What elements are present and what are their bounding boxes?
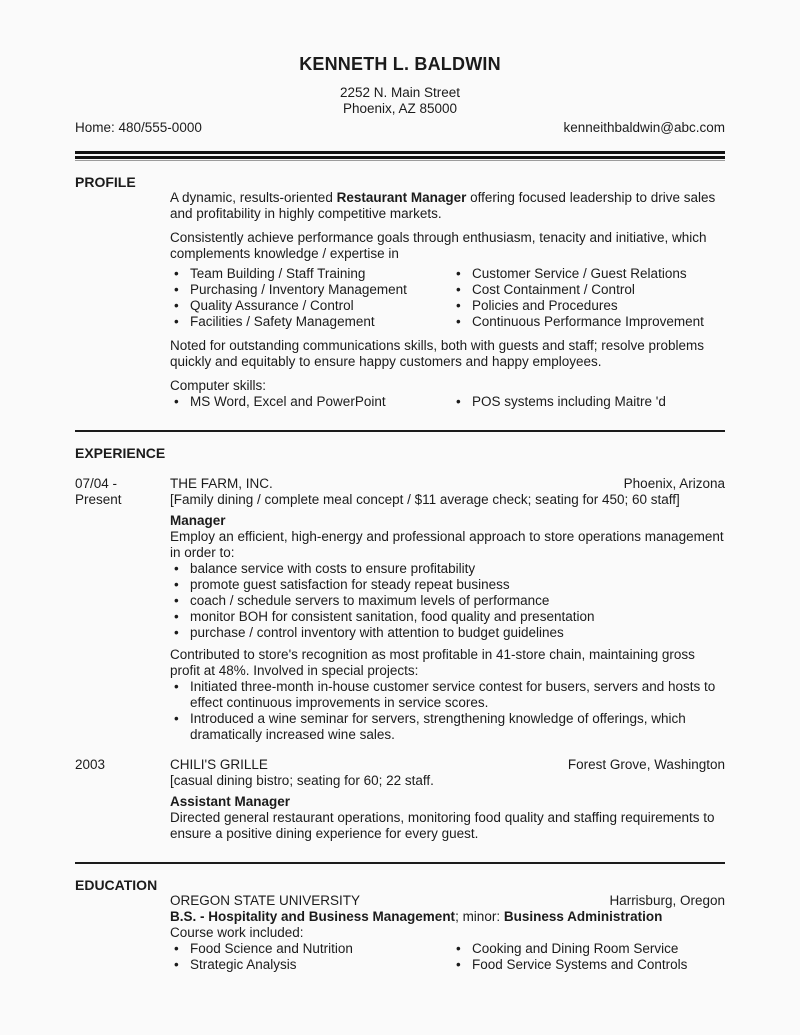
skill-item: • POS systems including Maitre 'd	[452, 394, 725, 410]
job-date-start: 2003	[75, 757, 106, 772]
bullet-icon	[452, 298, 472, 314]
bullet-icon	[170, 266, 190, 282]
phone-number: Home: 480/555-0000	[75, 120, 202, 135]
profile-communications: Noted for outstanding communications skills, both with guests and staff; resolve problems quickly and equitably to ensure happy customers and happy employees.	[170, 338, 705, 369]
school-row	[170, 893, 725, 909]
bullet-icon	[170, 593, 190, 609]
job-bullet: • Introduced a wine seminar for servers, strengthening knowledge of offerings, which dramatically increased wine sales.	[170, 711, 725, 743]
company-row	[170, 757, 725, 773]
profile-intro-pre: A dynamic, results-oriented	[170, 190, 337, 205]
job-dates	[75, 476, 170, 508]
course-item: • Cooking and Dining Room Service	[452, 941, 725, 957]
bullet-icon	[452, 957, 472, 973]
coursework-label: Course work included:	[170, 925, 304, 940]
section-divider	[75, 862, 725, 864]
job-intro: Employ an efficient, high-energy and professional approach to store operations management in order to:	[170, 529, 724, 560]
job-bullet: • coach / schedule servers to maximum levels of performance	[170, 593, 725, 609]
bullet-icon	[170, 314, 190, 330]
address-line-1: 2252 N. Main Street	[339, 85, 461, 100]
expertise-list	[170, 266, 725, 330]
profile-heading: PROFILE	[75, 174, 136, 190]
experience-section	[75, 430, 725, 842]
coursework-list	[170, 941, 725, 973]
experience-heading: EXPERIENCE	[75, 445, 166, 461]
job-entry	[75, 757, 725, 842]
course-item: • Food Science and Nutrition	[170, 941, 452, 957]
job-dates	[75, 757, 170, 773]
bullet-icon	[170, 679, 190, 711]
job-title: Assistant Manager	[170, 794, 291, 809]
degree-major: B.S. - Hospitality and Business Management	[170, 909, 456, 924]
course-item: • Strategic Analysis	[170, 957, 452, 973]
bullet-icon	[170, 625, 190, 641]
company-name: THE FARM, INC.	[170, 476, 273, 491]
header-double-rule	[75, 151, 725, 161]
bullet-icon	[452, 394, 472, 410]
expertise-item: • Cost Containment / Control	[452, 282, 725, 298]
expertise-item: • Continuous Performance Improvement	[452, 314, 725, 330]
expertise-item: • Purchasing / Inventory Management	[170, 282, 452, 298]
bullet-icon	[170, 394, 190, 410]
degree-minor: Business Administration	[503, 909, 663, 924]
bullet-icon	[170, 711, 190, 743]
bullet-icon	[170, 957, 190, 973]
job-descriptor: [casual dining bistro; seating for 60; 22 staff.	[170, 773, 434, 788]
expertise-row	[170, 314, 725, 330]
course-item: • Food Service Systems and Controls	[452, 957, 725, 973]
bullet-icon	[452, 282, 472, 298]
degree-line	[170, 909, 725, 925]
bullet-icon	[452, 314, 472, 330]
contact-row	[75, 120, 725, 136]
company-name: CHILI'S GRILLE	[170, 757, 268, 772]
expertise-item: • Customer Service / Guest Relations	[452, 266, 725, 282]
education-section	[75, 862, 725, 973]
bullet-icon	[452, 266, 472, 282]
job-entry	[75, 476, 725, 743]
profile-intro	[170, 190, 725, 222]
bullet-icon	[170, 298, 190, 314]
job-bullet: • promote guest satisfaction for steady repeat business	[170, 577, 725, 593]
skill-item: • MS Word, Excel and PowerPoint	[170, 394, 452, 410]
expertise-item: • Facilities / Safety Management	[170, 314, 452, 330]
expertise-row	[170, 282, 725, 298]
person-name: KENNETH L. BALDWIN	[299, 54, 501, 74]
computer-skills-label: Computer skills:	[170, 378, 267, 393]
profile-expertise-intro: Consistently achieve performance goals through enthusiasm, tenacity and initiative, which complements knowledge / expertise in	[170, 230, 707, 261]
school-location: Harrisburg, Oregon	[609, 893, 725, 908]
expertise-item: • Policies and Procedures	[452, 298, 725, 314]
expertise-item: • Team Building / Staff Training	[170, 266, 452, 282]
job-date-start: 07/04 -	[75, 476, 118, 491]
profile-section	[75, 174, 725, 410]
resume-header	[75, 55, 725, 161]
job-bullet: • balance service with costs to ensure profitability	[170, 561, 725, 577]
company-row	[170, 476, 725, 492]
bullet-icon	[452, 941, 472, 957]
course-row	[170, 957, 725, 973]
job-summary: Directed general restaurant operations, monitoring food quality and staffing requirements to ensure a positive dining experience for every guest.	[170, 810, 715, 841]
job-date-end: Present	[75, 492, 122, 507]
profile-intro-post: offering focused leadership to drive sales and profitability in highly competitive markets.	[170, 190, 716, 221]
education-heading: EDUCATION	[75, 877, 158, 893]
expertise-item: • Quality Assurance / Control	[170, 298, 452, 314]
email-address: kenneithbaldwin@abc.com	[563, 120, 725, 135]
address-line-2: Phoenix, AZ 85000	[342, 101, 458, 116]
computer-skills-list	[170, 394, 725, 410]
job-location: Phoenix, Arizona	[623, 476, 725, 491]
bullet-icon	[170, 941, 190, 957]
job-projects-list	[170, 679, 725, 743]
bullet-icon	[170, 609, 190, 625]
job-duty-list	[170, 561, 725, 641]
computer-skills-row	[170, 394, 725, 410]
degree-separator: ; minor:	[455, 909, 504, 924]
section-divider	[75, 430, 725, 432]
job-title: Manager	[170, 513, 226, 528]
job-bullet: • Initiated three-month in-house customer service contest for busers, servers and hosts to effect continuous improvements in service scores.	[170, 679, 725, 711]
school-name: OREGON STATE UNIVERSITY	[170, 893, 361, 908]
job-location: Forest Grove, Washington	[567, 757, 725, 772]
expertise-row	[170, 298, 725, 314]
job-bullet: • monitor BOH for consistent sanitation, food quality and presentation	[170, 609, 725, 625]
job-achievements-intro: Contributed to store's recognition as most profitable in 41-store chain, maintaining gross profit at 48%. Involved in special projects:	[170, 647, 695, 678]
bullet-icon	[170, 561, 190, 577]
expertise-row	[170, 266, 725, 282]
role-emphasis: Restaurant Manager	[336, 190, 467, 205]
bullet-icon	[170, 282, 190, 298]
bullet-icon	[170, 577, 190, 593]
course-row	[170, 941, 725, 957]
job-descriptor: [Family dining / complete meal concept / $11 average check; seating for 450; 60 staff]	[170, 492, 680, 507]
job-bullet: • purchase / control inventory with attention to budget guidelines	[170, 625, 725, 641]
